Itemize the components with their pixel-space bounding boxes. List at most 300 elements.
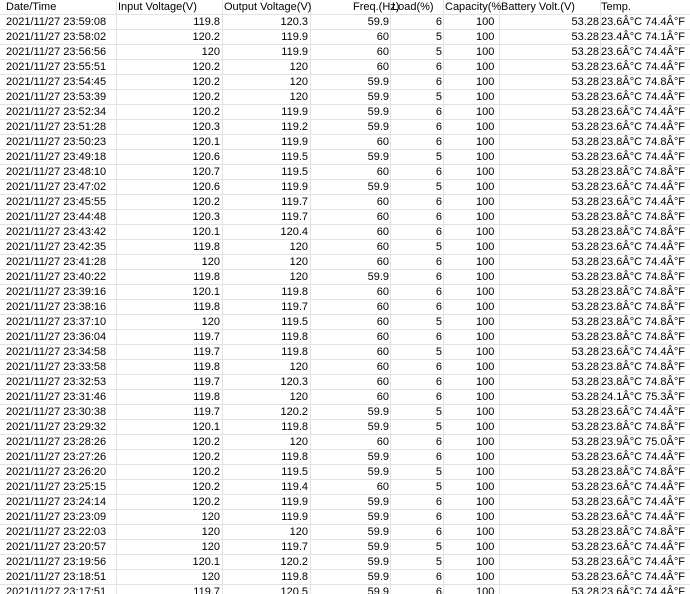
cell-load[interactable]: 6 bbox=[435, 436, 442, 448]
header-battery-volt[interactable]: Battery Volt.(V) bbox=[501, 1, 575, 13]
cell-freq[interactable]: 59.9 bbox=[367, 541, 389, 553]
cell-capacity[interactable]: 100 bbox=[476, 571, 495, 583]
cell-output-voltage[interactable]: 119.9 bbox=[281, 496, 308, 508]
cell-input-voltage[interactable]: 120 bbox=[201, 511, 220, 523]
cell-load[interactable]: 6 bbox=[435, 361, 442, 373]
cell-battery-volt[interactable]: 53.28 bbox=[571, 256, 599, 268]
cell-datetime[interactable]: 2021/11/27 23:59:08 bbox=[6, 16, 107, 28]
cell-load[interactable]: 6 bbox=[435, 496, 442, 508]
cell-battery-volt[interactable]: 53.28 bbox=[571, 496, 599, 508]
cell-freq[interactable]: 59.9 bbox=[367, 526, 389, 538]
cell-output-voltage[interactable]: 120 bbox=[289, 61, 308, 73]
cell-datetime[interactable]: 2021/11/27 23:53:39 bbox=[6, 91, 107, 103]
cell-capacity[interactable]: 100 bbox=[476, 136, 495, 148]
cell-capacity[interactable]: 100 bbox=[476, 31, 495, 43]
cell-freq[interactable]: 59.9 bbox=[367, 556, 389, 568]
cell-battery-volt[interactable]: 53.28 bbox=[571, 451, 599, 463]
header-datetime[interactable]: Date/Time bbox=[6, 1, 57, 13]
cell-temp[interactable]: 23.6Â°C 74.4Â°F bbox=[601, 91, 686, 103]
cell-input-voltage[interactable]: 120.2 bbox=[192, 31, 220, 43]
cell-datetime[interactable]: 2021/11/27 23:30:38 bbox=[6, 406, 107, 418]
cell-load[interactable]: 6 bbox=[435, 391, 442, 403]
cell-battery-volt[interactable]: 53.28 bbox=[571, 106, 599, 118]
cell-battery-volt[interactable]: 53.28 bbox=[571, 46, 599, 58]
cell-freq[interactable]: 60 bbox=[376, 61, 389, 73]
cell-datetime[interactable]: 2021/11/27 23:24:14 bbox=[6, 496, 107, 508]
cell-input-voltage[interactable]: 119.7 bbox=[193, 376, 220, 388]
cell-datetime[interactable]: 2021/11/27 23:20:57 bbox=[6, 541, 107, 553]
cell-input-voltage[interactable]: 120 bbox=[201, 541, 220, 553]
cell-datetime[interactable]: 2021/11/27 23:25:15 bbox=[6, 481, 107, 493]
cell-datetime[interactable]: 2021/11/27 23:27:26 bbox=[6, 451, 107, 463]
cell-temp[interactable]: 23.8Â°C 74.8Â°F bbox=[601, 226, 686, 238]
cell-datetime[interactable]: 2021/11/27 23:23:09 bbox=[6, 511, 107, 523]
cell-battery-volt[interactable]: 53.28 bbox=[571, 331, 599, 343]
cell-load[interactable]: 6 bbox=[435, 16, 442, 28]
cell-datetime[interactable]: 2021/11/27 23:51:28 bbox=[6, 121, 107, 133]
cell-temp[interactable]: 23.8Â°C 74.8Â°F bbox=[601, 331, 686, 343]
cell-load[interactable]: 6 bbox=[435, 376, 442, 388]
cell-input-voltage[interactable]: 119.8 bbox=[193, 361, 220, 373]
cell-output-voltage[interactable]: 119.8 bbox=[281, 451, 308, 463]
cell-output-voltage[interactable]: 119.8 bbox=[281, 331, 308, 343]
cell-freq[interactable]: 60 bbox=[376, 136, 389, 148]
cell-freq[interactable]: 60 bbox=[376, 286, 389, 298]
cell-load[interactable]: 5 bbox=[435, 151, 442, 163]
cell-datetime[interactable]: 2021/11/27 23:36:04 bbox=[6, 331, 107, 343]
cell-freq[interactable]: 59.9 bbox=[367, 91, 389, 103]
cell-battery-volt[interactable]: 53.28 bbox=[571, 196, 599, 208]
cell-capacity[interactable]: 100 bbox=[476, 526, 495, 538]
cell-input-voltage[interactable]: 119.8 bbox=[193, 271, 220, 283]
cell-output-voltage[interactable]: 120.4 bbox=[280, 226, 308, 238]
cell-freq[interactable]: 59.9 bbox=[367, 586, 389, 594]
cell-capacity[interactable]: 100 bbox=[476, 166, 495, 178]
header-freq[interactable]: Freq.(Hz) bbox=[353, 1, 400, 13]
cell-freq[interactable]: 60 bbox=[376, 256, 389, 268]
cell-capacity[interactable]: 100 bbox=[476, 256, 495, 268]
cell-datetime[interactable]: 2021/11/27 23:38:16 bbox=[6, 301, 107, 313]
cell-temp[interactable]: 23.8Â°C 74.8Â°F bbox=[601, 316, 686, 328]
cell-battery-volt[interactable]: 53.28 bbox=[571, 421, 599, 433]
cell-load[interactable]: 5 bbox=[435, 241, 442, 253]
cell-battery-volt[interactable]: 53.28 bbox=[571, 121, 599, 133]
cell-capacity[interactable]: 100 bbox=[476, 451, 495, 463]
cell-freq[interactable]: 59.9 bbox=[367, 406, 389, 418]
cell-output-voltage[interactable]: 119.9 bbox=[281, 31, 308, 43]
cell-output-voltage[interactable]: 120.5 bbox=[280, 586, 308, 594]
cell-capacity[interactable]: 100 bbox=[476, 91, 495, 103]
cell-output-voltage[interactable]: 120 bbox=[289, 91, 308, 103]
cell-datetime[interactable]: 2021/11/27 23:56:56 bbox=[6, 46, 107, 58]
cell-battery-volt[interactable]: 53.28 bbox=[571, 586, 599, 594]
cell-input-voltage[interactable]: 120 bbox=[201, 526, 220, 538]
cell-load[interactable]: 6 bbox=[435, 331, 442, 343]
cell-datetime[interactable]: 2021/11/27 23:44:48 bbox=[6, 211, 107, 223]
cell-temp[interactable]: 23.6Â°C 74.4Â°F bbox=[601, 481, 686, 493]
cell-load[interactable]: 5 bbox=[435, 406, 442, 418]
cell-output-voltage[interactable]: 119.9 bbox=[281, 46, 308, 58]
cell-battery-volt[interactable]: 53.28 bbox=[571, 151, 599, 163]
cell-datetime[interactable]: 2021/11/27 23:17:51 bbox=[6, 586, 107, 594]
cell-freq[interactable]: 59.9 bbox=[367, 121, 389, 133]
cell-capacity[interactable]: 100 bbox=[476, 586, 495, 594]
cell-output-voltage[interactable]: 120 bbox=[289, 271, 308, 283]
cell-temp[interactable]: 23.6Â°C 74.4Â°F bbox=[601, 16, 686, 28]
cell-load[interactable]: 5 bbox=[435, 91, 442, 103]
cell-capacity[interactable]: 100 bbox=[476, 496, 495, 508]
cell-load[interactable]: 6 bbox=[435, 571, 442, 583]
cell-temp[interactable]: 23.9Â°C 75.0Â°F bbox=[601, 436, 686, 448]
cell-temp[interactable]: 23.8Â°C 74.8Â°F bbox=[601, 76, 686, 88]
cell-output-voltage[interactable]: 120 bbox=[289, 241, 308, 253]
cell-output-voltage[interactable]: 119.7 bbox=[281, 196, 308, 208]
cell-input-voltage[interactable]: 119.8 bbox=[193, 241, 220, 253]
header-capacity[interactable]: Capacity(% bbox=[445, 1, 502, 13]
cell-capacity[interactable]: 100 bbox=[476, 286, 495, 298]
cell-output-voltage[interactable]: 119.7 bbox=[281, 301, 308, 313]
cell-temp[interactable]: 23.6Â°C 74.4Â°F bbox=[601, 151, 686, 163]
cell-input-voltage[interactable]: 120.2 bbox=[192, 481, 220, 493]
cell-output-voltage[interactable]: 120.2 bbox=[280, 556, 308, 568]
cell-battery-volt[interactable]: 53.28 bbox=[571, 346, 599, 358]
cell-freq[interactable]: 59.9 bbox=[367, 571, 389, 583]
cell-datetime[interactable]: 2021/11/27 23:40:22 bbox=[6, 271, 107, 283]
cell-load[interactable]: 6 bbox=[435, 136, 442, 148]
cell-load[interactable]: 6 bbox=[435, 526, 442, 538]
cell-battery-volt[interactable]: 53.28 bbox=[571, 16, 599, 28]
cell-freq[interactable]: 59.9 bbox=[367, 151, 389, 163]
cell-temp[interactable]: 23.8Â°C 74.8Â°F bbox=[601, 301, 686, 313]
cell-input-voltage[interactable]: 120.1 bbox=[192, 421, 220, 433]
cell-input-voltage[interactable]: 120 bbox=[201, 316, 220, 328]
cell-capacity[interactable]: 100 bbox=[476, 481, 495, 493]
cell-load[interactable]: 5 bbox=[435, 541, 442, 553]
cell-temp[interactable]: 23.6Â°C 74.4Â°F bbox=[601, 406, 686, 418]
cell-input-voltage[interactable]: 120 bbox=[201, 256, 220, 268]
cell-load[interactable]: 5 bbox=[435, 46, 442, 58]
cell-datetime[interactable]: 2021/11/27 23:52:34 bbox=[6, 106, 107, 118]
cell-load[interactable]: 6 bbox=[435, 106, 442, 118]
cell-temp[interactable]: 23.8Â°C 74.8Â°F bbox=[601, 166, 686, 178]
cell-battery-volt[interactable]: 53.28 bbox=[571, 466, 599, 478]
cell-battery-volt[interactable]: 53.28 bbox=[571, 226, 599, 238]
cell-battery-volt[interactable]: 53.28 bbox=[571, 316, 599, 328]
cell-freq[interactable]: 59.9 bbox=[367, 451, 389, 463]
cell-input-voltage[interactable]: 120.2 bbox=[192, 451, 220, 463]
cell-input-voltage[interactable]: 119.7 bbox=[193, 331, 220, 343]
cell-temp[interactable]: 23.6Â°C 74.4Â°F bbox=[601, 496, 686, 508]
cell-input-voltage[interactable]: 120.1 bbox=[192, 556, 220, 568]
cell-input-voltage[interactable]: 120.2 bbox=[192, 196, 220, 208]
cell-capacity[interactable]: 100 bbox=[476, 541, 495, 553]
cell-capacity[interactable]: 100 bbox=[476, 76, 495, 88]
cell-temp[interactable]: 23.8Â°C 74.8Â°F bbox=[601, 286, 686, 298]
cell-datetime[interactable]: 2021/11/27 23:26:20 bbox=[6, 466, 107, 478]
cell-load[interactable]: 5 bbox=[435, 421, 442, 433]
cell-temp[interactable]: 23.6Â°C 74.4Â°F bbox=[601, 556, 686, 568]
cell-battery-volt[interactable]: 53.28 bbox=[571, 91, 599, 103]
cell-load[interactable]: 6 bbox=[435, 211, 442, 223]
cell-temp[interactable]: 23.8Â°C 74.8Â°F bbox=[601, 136, 686, 148]
cell-battery-volt[interactable]: 53.28 bbox=[571, 31, 599, 43]
cell-datetime[interactable]: 2021/11/27 23:54:45 bbox=[6, 76, 107, 88]
cell-input-voltage[interactable]: 120.1 bbox=[192, 286, 220, 298]
cell-capacity[interactable]: 100 bbox=[476, 421, 495, 433]
cell-temp[interactable]: 23.8Â°C 74.8Â°F bbox=[601, 376, 686, 388]
cell-load[interactable]: 6 bbox=[435, 196, 442, 208]
header-output-voltage[interactable]: Output Voltage(V) bbox=[224, 1, 312, 13]
cell-output-voltage[interactable]: 120.2 bbox=[280, 406, 308, 418]
cell-capacity[interactable]: 100 bbox=[476, 556, 495, 568]
cell-battery-volt[interactable]: 53.28 bbox=[571, 166, 599, 178]
cell-load[interactable]: 5 bbox=[435, 316, 442, 328]
cell-input-voltage[interactable]: 120 bbox=[201, 571, 220, 583]
cell-output-voltage[interactable]: 119.2 bbox=[281, 121, 308, 133]
cell-freq[interactable]: 60 bbox=[376, 241, 389, 253]
header-input-voltage[interactable]: Input Voltage(V) bbox=[118, 1, 197, 13]
cell-battery-volt[interactable]: 53.28 bbox=[571, 241, 599, 253]
cell-temp[interactable]: 23.8Â°C 74.8Â°F bbox=[601, 361, 686, 373]
cell-output-voltage[interactable]: 119.8 bbox=[281, 286, 308, 298]
cell-load[interactable]: 6 bbox=[435, 76, 442, 88]
cell-capacity[interactable]: 100 bbox=[476, 316, 495, 328]
cell-load[interactable]: 6 bbox=[435, 256, 442, 268]
cell-temp[interactable]: 23.8Â°C 74.8Â°F bbox=[601, 421, 686, 433]
cell-temp[interactable]: 23.4Â°C 74.1Â°F bbox=[601, 31, 686, 43]
cell-battery-volt[interactable]: 53.28 bbox=[571, 556, 599, 568]
cell-battery-volt[interactable]: 53.28 bbox=[571, 361, 599, 373]
cell-battery-volt[interactable]: 53.28 bbox=[571, 511, 599, 523]
cell-output-voltage[interactable]: 120.3 bbox=[280, 376, 308, 388]
cell-datetime[interactable]: 2021/11/27 23:55:51 bbox=[6, 61, 107, 73]
cell-output-voltage[interactable]: 119.8 bbox=[281, 571, 308, 583]
cell-input-voltage[interactable]: 120.2 bbox=[192, 61, 220, 73]
cell-datetime[interactable]: 2021/11/27 23:47:02 bbox=[6, 181, 107, 193]
cell-output-voltage[interactable]: 119.5 bbox=[281, 316, 308, 328]
cell-freq[interactable]: 59.9 bbox=[367, 181, 389, 193]
cell-freq[interactable]: 60 bbox=[376, 46, 389, 58]
cell-input-voltage[interactable]: 120.1 bbox=[192, 136, 220, 148]
cell-battery-volt[interactable]: 53.28 bbox=[571, 526, 599, 538]
cell-freq[interactable]: 59.9 bbox=[367, 421, 389, 433]
cell-battery-volt[interactable]: 53.28 bbox=[571, 181, 599, 193]
cell-battery-volt[interactable]: 53.28 bbox=[571, 136, 599, 148]
cell-output-voltage[interactable]: 119.5 bbox=[281, 466, 308, 478]
cell-load[interactable]: 6 bbox=[435, 451, 442, 463]
cell-capacity[interactable]: 100 bbox=[476, 196, 495, 208]
cell-freq[interactable]: 59.9 bbox=[367, 511, 389, 523]
cell-output-voltage[interactable]: 119.8 bbox=[281, 421, 308, 433]
cell-load[interactable]: 5 bbox=[435, 556, 442, 568]
cell-load[interactable]: 6 bbox=[435, 121, 442, 133]
cell-output-voltage[interactable]: 119.5 bbox=[281, 151, 308, 163]
cell-load[interactable]: 5 bbox=[435, 481, 442, 493]
cell-freq[interactable]: 60 bbox=[376, 211, 389, 223]
cell-output-voltage[interactable]: 119.9 bbox=[281, 181, 308, 193]
cell-capacity[interactable]: 100 bbox=[476, 106, 495, 118]
cell-temp[interactable]: 23.8Â°C 74.8Â°F bbox=[601, 271, 686, 283]
cell-freq[interactable]: 59.9 bbox=[367, 76, 389, 88]
cell-output-voltage[interactable]: 120.3 bbox=[280, 16, 308, 28]
cell-datetime[interactable]: 2021/11/27 23:43:42 bbox=[6, 226, 107, 238]
cell-datetime[interactable]: 2021/11/27 23:31:46 bbox=[6, 391, 107, 403]
cell-temp[interactable]: 23.6Â°C 74.4Â°F bbox=[601, 121, 686, 133]
cell-datetime[interactable]: 2021/11/27 23:32:53 bbox=[6, 376, 107, 388]
cell-datetime[interactable]: 2021/11/27 23:28:26 bbox=[6, 436, 107, 448]
cell-datetime[interactable]: 2021/11/27 23:58:02 bbox=[6, 31, 107, 43]
cell-input-voltage[interactable]: 119.8 bbox=[193, 301, 220, 313]
cell-output-voltage[interactable]: 120 bbox=[289, 526, 308, 538]
cell-battery-volt[interactable]: 53.28 bbox=[571, 436, 599, 448]
cell-temp[interactable]: 23.6Â°C 74.4Â°F bbox=[601, 196, 686, 208]
cell-battery-volt[interactable]: 53.28 bbox=[571, 76, 599, 88]
cell-freq[interactable]: 60 bbox=[376, 331, 389, 343]
cell-freq[interactable]: 59.9 bbox=[367, 16, 389, 28]
cell-temp[interactable]: 24.1Â°C 75.3Â°F bbox=[601, 391, 686, 403]
cell-freq[interactable]: 60 bbox=[376, 361, 389, 373]
cell-datetime[interactable]: 2021/11/27 23:34:58 bbox=[6, 346, 107, 358]
cell-battery-volt[interactable]: 53.28 bbox=[571, 301, 599, 313]
cell-output-voltage[interactable]: 119.5 bbox=[281, 166, 308, 178]
cell-battery-volt[interactable]: 53.28 bbox=[571, 286, 599, 298]
cell-freq[interactable]: 60 bbox=[376, 166, 389, 178]
cell-input-voltage[interactable]: 120.6 bbox=[192, 181, 220, 193]
cell-output-voltage[interactable]: 120 bbox=[289, 436, 308, 448]
cell-datetime[interactable]: 2021/11/27 23:33:58 bbox=[6, 361, 107, 373]
cell-capacity[interactable]: 100 bbox=[476, 16, 495, 28]
cell-temp[interactable]: 23.6Â°C 74.4Â°F bbox=[601, 106, 686, 118]
cell-temp[interactable]: 23.6Â°C 74.4Â°F bbox=[601, 571, 686, 583]
cell-input-voltage[interactable]: 120.2 bbox=[192, 91, 220, 103]
cell-freq[interactable]: 60 bbox=[376, 31, 389, 43]
cell-temp[interactable]: 23.8Â°C 74.8Â°F bbox=[601, 211, 686, 223]
cell-capacity[interactable]: 100 bbox=[476, 391, 495, 403]
cell-capacity[interactable]: 100 bbox=[476, 376, 495, 388]
cell-input-voltage[interactable]: 120 bbox=[201, 46, 220, 58]
cell-input-voltage[interactable]: 120.2 bbox=[192, 466, 220, 478]
cell-datetime[interactable]: 2021/11/27 23:49:18 bbox=[6, 151, 107, 163]
cell-datetime[interactable]: 2021/11/27 23:48:10 bbox=[6, 166, 107, 178]
cell-datetime[interactable]: 2021/11/27 23:18:51 bbox=[6, 571, 107, 583]
cell-capacity[interactable]: 100 bbox=[476, 301, 495, 313]
cell-temp[interactable]: 23.6Â°C 74.4Â°F bbox=[601, 61, 686, 73]
cell-load[interactable]: 6 bbox=[435, 61, 442, 73]
cell-freq[interactable]: 60 bbox=[376, 346, 389, 358]
cell-battery-volt[interactable]: 53.28 bbox=[571, 271, 599, 283]
cell-input-voltage[interactable]: 120.2 bbox=[192, 436, 220, 448]
cell-input-voltage[interactable]: 120.3 bbox=[192, 121, 220, 133]
cell-input-voltage[interactable]: 119.7 bbox=[193, 586, 220, 594]
cell-load[interactable]: 6 bbox=[435, 286, 442, 298]
cell-battery-volt[interactable]: 53.28 bbox=[571, 391, 599, 403]
cell-capacity[interactable]: 100 bbox=[476, 346, 495, 358]
cell-temp[interactable]: 23.6Â°C 74.4Â°F bbox=[601, 586, 686, 594]
cell-input-voltage[interactable]: 120.1 bbox=[192, 226, 220, 238]
cell-input-voltage[interactable]: 120.2 bbox=[192, 496, 220, 508]
cell-input-voltage[interactable]: 120.7 bbox=[192, 166, 220, 178]
cell-capacity[interactable]: 100 bbox=[476, 361, 495, 373]
cell-load[interactable]: 6 bbox=[435, 511, 442, 523]
cell-capacity[interactable]: 100 bbox=[476, 151, 495, 163]
cell-temp[interactable]: 23.8Â°C 74.8Â°F bbox=[601, 526, 686, 538]
cell-capacity[interactable]: 100 bbox=[476, 406, 495, 418]
cell-input-voltage[interactable]: 119.8 bbox=[193, 391, 220, 403]
cell-capacity[interactable]: 100 bbox=[476, 271, 495, 283]
cell-temp[interactable]: 23.6Â°C 74.4Â°F bbox=[601, 511, 686, 523]
cell-output-voltage[interactable]: 119.7 bbox=[281, 211, 308, 223]
cell-output-voltage[interactable]: 119.9 bbox=[281, 511, 308, 523]
cell-datetime[interactable]: 2021/11/27 23:19:56 bbox=[6, 556, 107, 568]
cell-freq[interactable]: 60 bbox=[376, 391, 389, 403]
cell-capacity[interactable]: 100 bbox=[476, 331, 495, 343]
cell-temp[interactable]: 23.6Â°C 74.4Â°F bbox=[601, 46, 686, 58]
cell-datetime[interactable]: 2021/11/27 23:22:03 bbox=[6, 526, 107, 538]
header-temp[interactable]: Temp. bbox=[601, 1, 631, 13]
cell-output-voltage[interactable]: 119.9 bbox=[281, 136, 308, 148]
cell-datetime[interactable]: 2021/11/27 23:50:23 bbox=[6, 136, 107, 148]
cell-output-voltage[interactable]: 119.9 bbox=[281, 106, 308, 118]
cell-output-voltage[interactable]: 120 bbox=[289, 391, 308, 403]
cell-freq[interactable]: 60 bbox=[376, 196, 389, 208]
cell-freq[interactable]: 60 bbox=[376, 226, 389, 238]
cell-capacity[interactable]: 100 bbox=[476, 436, 495, 448]
cell-output-voltage[interactable]: 119.7 bbox=[281, 541, 308, 553]
header-load[interactable]: Load(%) bbox=[392, 1, 434, 13]
cell-input-voltage[interactable]: 119.7 bbox=[193, 406, 220, 418]
cell-load[interactable]: 5 bbox=[435, 31, 442, 43]
cell-capacity[interactable]: 100 bbox=[476, 511, 495, 523]
cell-load[interactable]: 5 bbox=[435, 346, 442, 358]
cell-datetime[interactable]: 2021/11/27 23:45:55 bbox=[6, 196, 107, 208]
cell-battery-volt[interactable]: 53.28 bbox=[571, 481, 599, 493]
cell-capacity[interactable]: 100 bbox=[476, 121, 495, 133]
cell-load[interactable]: 6 bbox=[435, 301, 442, 313]
cell-capacity[interactable]: 100 bbox=[476, 46, 495, 58]
cell-datetime[interactable]: 2021/11/27 23:41:28 bbox=[6, 256, 107, 268]
cell-datetime[interactable]: 2021/11/27 23:29:32 bbox=[6, 421, 107, 433]
cell-output-voltage[interactable]: 120 bbox=[289, 361, 308, 373]
cell-temp[interactable]: 23.6Â°C 74.4Â°F bbox=[601, 256, 686, 268]
cell-output-voltage[interactable]: 119.4 bbox=[281, 481, 308, 493]
cell-capacity[interactable]: 100 bbox=[476, 466, 495, 478]
cell-freq[interactable]: 59.9 bbox=[367, 271, 389, 283]
cell-freq[interactable]: 60 bbox=[376, 301, 389, 313]
cell-freq[interactable]: 60 bbox=[376, 316, 389, 328]
cell-load[interactable]: 5 bbox=[435, 466, 442, 478]
cell-input-voltage[interactable]: 119.7 bbox=[193, 346, 220, 358]
cell-load[interactable]: 5 bbox=[435, 181, 442, 193]
cell-battery-volt[interactable]: 53.28 bbox=[571, 211, 599, 223]
cell-load[interactable]: 6 bbox=[435, 166, 442, 178]
cell-input-voltage[interactable]: 120.3 bbox=[192, 211, 220, 223]
cell-input-voltage[interactable]: 120.2 bbox=[192, 106, 220, 118]
cell-capacity[interactable]: 100 bbox=[476, 211, 495, 223]
cell-load[interactable]: 6 bbox=[435, 586, 442, 594]
cell-capacity[interactable]: 100 bbox=[476, 181, 495, 193]
cell-freq[interactable]: 59.9 bbox=[367, 466, 389, 478]
cell-capacity[interactable]: 100 bbox=[476, 226, 495, 238]
cell-datetime[interactable]: 2021/11/27 23:39:16 bbox=[6, 286, 107, 298]
cell-output-voltage[interactable]: 119.8 bbox=[281, 346, 308, 358]
cell-temp[interactable]: 23.6Â°C 74.4Â°F bbox=[601, 451, 686, 463]
cell-datetime[interactable]: 2021/11/27 23:42:35 bbox=[6, 241, 107, 253]
cell-battery-volt[interactable]: 53.28 bbox=[571, 571, 599, 583]
cell-battery-volt[interactable]: 53.28 bbox=[571, 61, 599, 73]
cell-freq[interactable]: 60 bbox=[376, 376, 389, 388]
cell-temp[interactable]: 23.6Â°C 74.4Â°F bbox=[601, 541, 686, 553]
cell-freq[interactable]: 60 bbox=[376, 436, 389, 448]
